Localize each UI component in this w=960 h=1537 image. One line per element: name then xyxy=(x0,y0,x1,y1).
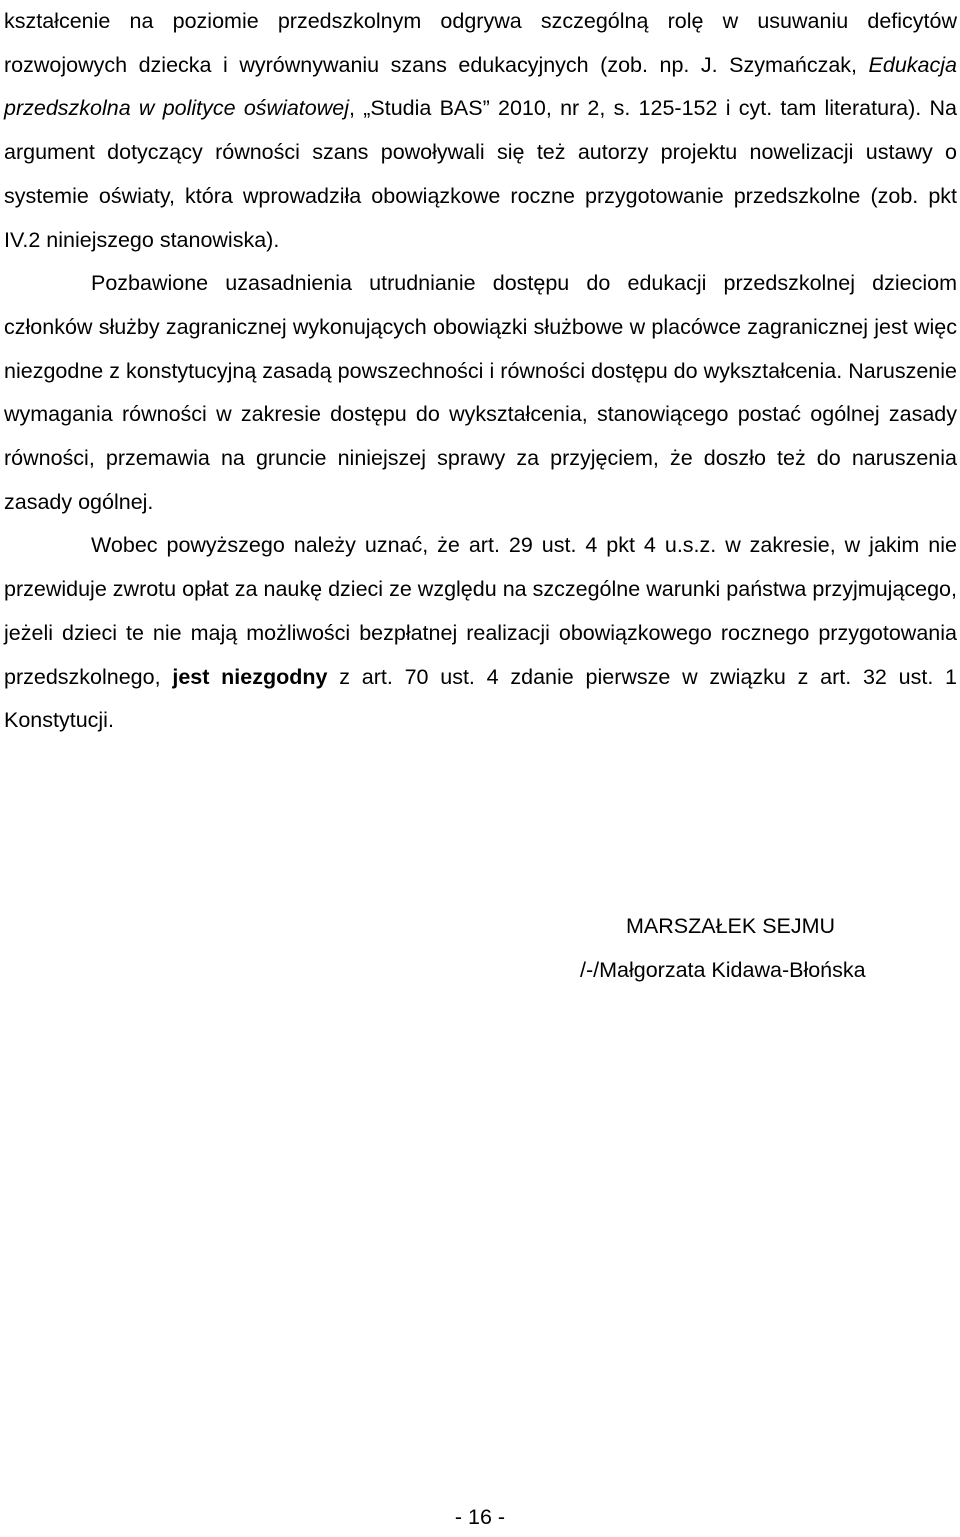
conclusion-text: Wobec powyższego należy uznać, że art. 29 ust. 4 pkt 4 u.s.z. w zakresie, w jakim nie przewiduje zwrotu opłat za naukę dzieci ze względu na szczególne warunki państwa przyjmującego, jeżeli dzieci te nie mają możliwości bezpłatnej realizacji obowiązkowego rocznego przygotowania przedszkolnego, xyxy=(4,533,957,689)
page-number: - 16 - xyxy=(454,1505,506,1529)
paragraph-1-line-1: kształcenie na poziomie przedszkolnym odgrywa szczególną rolę w usuwaniu xyxy=(4,9,849,33)
paragraph-1-line-5: powoływali się też autorzy projektu nowelizacji ustawy o systemie oświaty, która xyxy=(4,140,957,208)
citation-title: Edukacja przedszkolna w polityce oświatowej xyxy=(4,52,957,121)
citation-source: , „Studia BAS” 2010, xyxy=(349,96,552,121)
paragraph-1-line-2: deficytów rozwojowych dziecka i wyrównywaniu szans edukacyjnych (zob. np. xyxy=(4,9,957,77)
paragraph-1-line-7: niniejszego stanowiska). xyxy=(46,227,280,252)
conclusion-legal-basis: z art. 70 ust. 4 zdanie pierwsze w związku z art. 32 ust. 1 Konstytucji. xyxy=(4,664,958,733)
citation-author: J. Szymańczak, xyxy=(700,52,869,77)
paragraph-access-to-education: Pozbawione uzasadnienia utrudnianie dostępu do edukacji przedszkolnej dzieciom członków służby zagranicznej wykonujących obowiązki służbowe w placówce zagranicznej jest więc niezgodne z konstytucyjną zasadą powszechności i równości dostępu do wykształcenia. Naruszenie wymagania równości w zakresie dostępu do wykształcenia, stanowiącego postać ogólnej zasady równości, przemawia na gruncie niniejszej sprawy za przyjęciem, że doszło też do naruszenia zasady ogólnej. xyxy=(4,271,957,514)
signature-title: MARSZAŁEK SEJMU xyxy=(626,914,836,938)
paragraph-conclusion xyxy=(4,524,957,743)
signature-block xyxy=(580,904,940,992)
paragraph-continuation xyxy=(4,0,957,262)
signature-name: /-/Małgorzata Kidawa-Błońska xyxy=(580,958,866,982)
conclusion-verdict: jest niezgodny xyxy=(172,664,328,689)
paragraph-1-line-4: nr 2, s. 125-152 i cyt. tam literatura). Na argument dotyczący równości szans xyxy=(4,96,958,165)
paragraph-1-line-6: wprowadziła obowiązkowe roczne przygotowanie przedszkolne (zob. pkt IV.2 xyxy=(4,183,958,252)
document-body xyxy=(4,0,957,743)
